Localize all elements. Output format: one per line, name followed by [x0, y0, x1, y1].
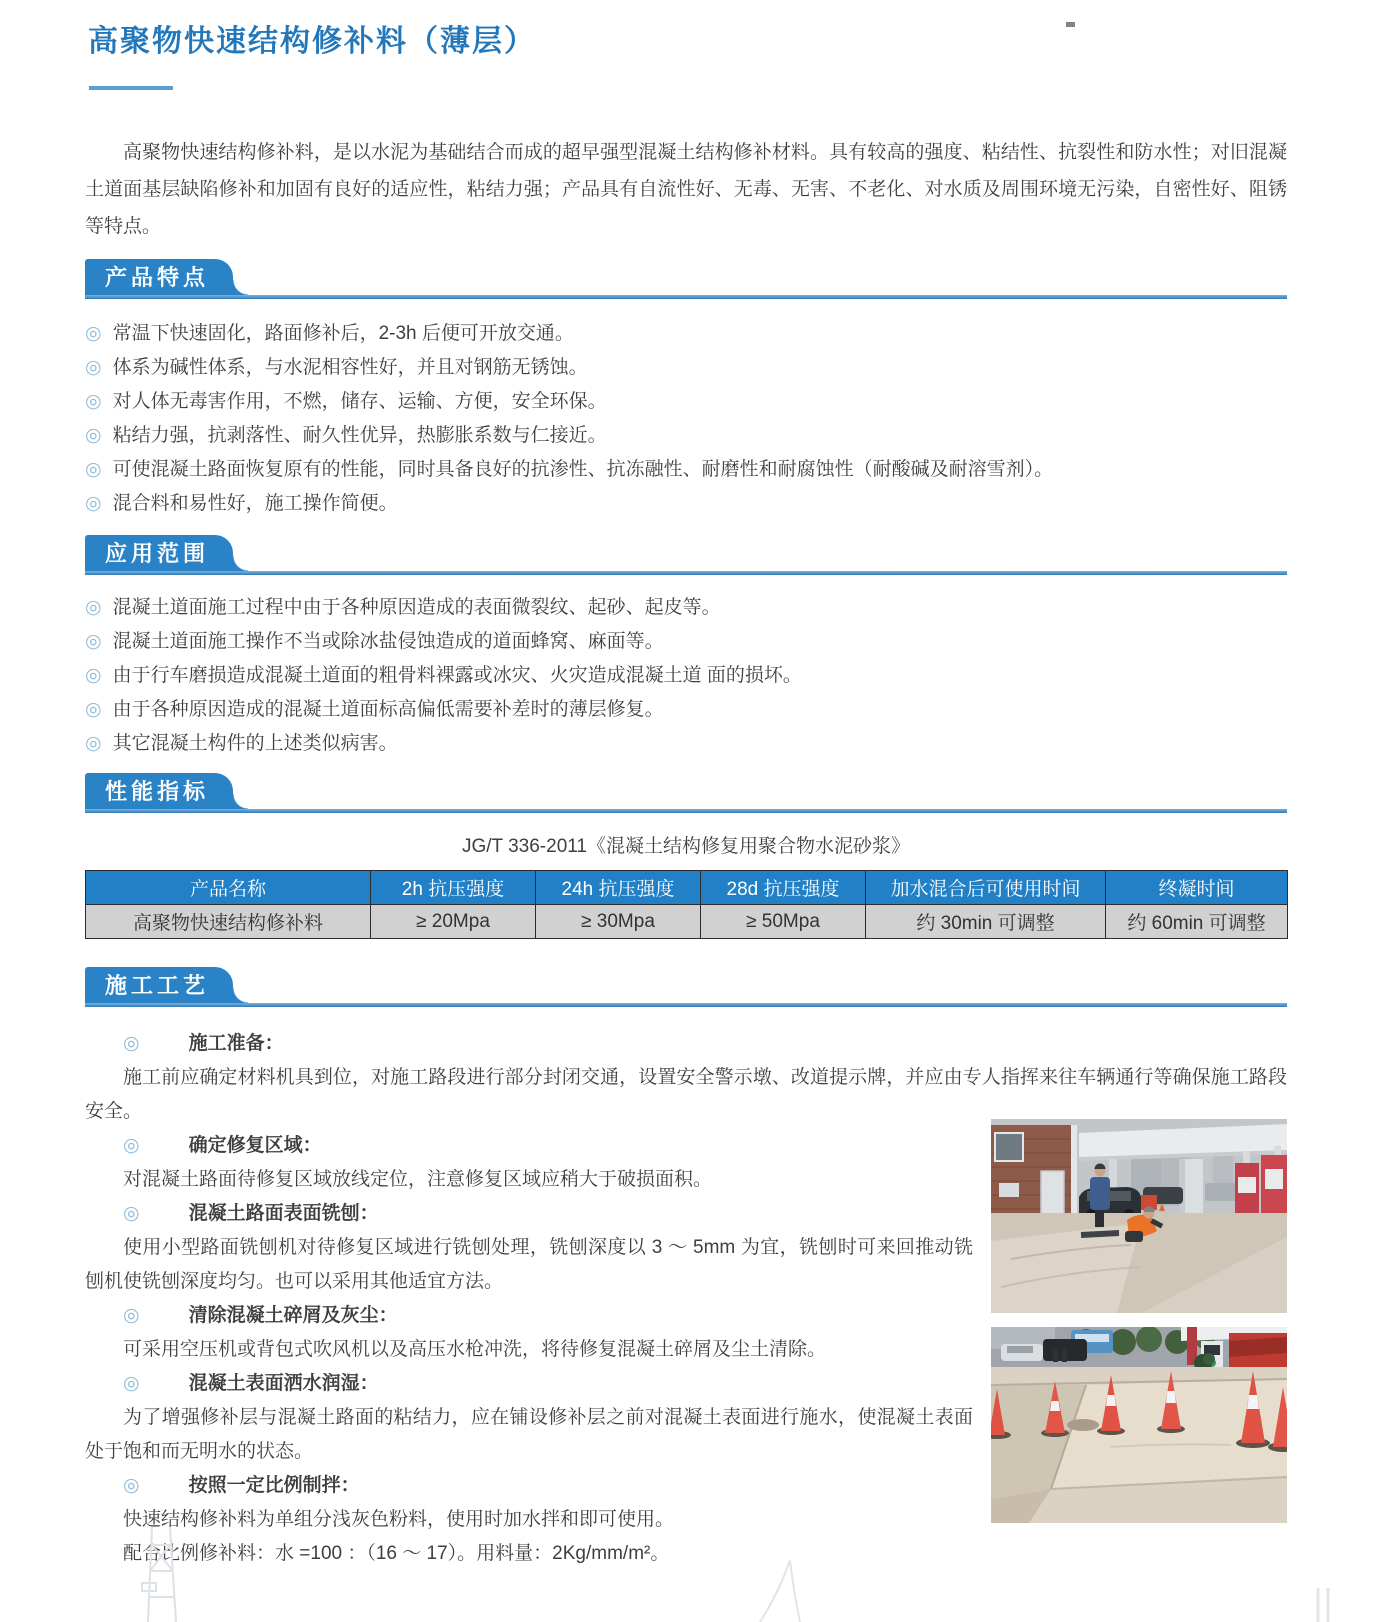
step-label-text: 混凝土表面洒水润湿： [188, 1373, 379, 1394]
table-col-header: 终凝时间 [1106, 871, 1288, 905]
step-text: 为了增强修补层与混凝土路面的粘结力，应在铺设修补层之前对混凝土表面进行施水，使混凝土表面处于饱和而无明水的状态。 [85, 1407, 973, 1462]
step-text: 配合比例修补料：水 =100 ：（16 ～ 17）。用料量：2Kg/mm/m²。 [123, 1543, 670, 1564]
list-item-text: 常温下快速固化，路面修补后，2-3h 后便可开放交通。 [112, 323, 574, 344]
table-col-header: 24h 抗压强度 [536, 871, 701, 905]
step-label-text: 确定修复区域： [188, 1135, 322, 1156]
list-item [85, 629, 1287, 655]
table-cell: ≥ 20Mpa [371, 905, 536, 939]
table-cell: 约 60min 可调整 [1106, 905, 1288, 939]
section-tab-features [85, 259, 233, 295]
bullseye-bullet-icon: ◎ [123, 1305, 140, 1326]
list-item-text: 由于行车磨损造成混凝土道面的粗骨料裸露或冰灾、火灾造成混凝土道 面的损坏。 [112, 665, 802, 686]
bullseye-bullet-icon: ◎ [85, 391, 102, 412]
bullseye-bullet-icon: ◎ [85, 631, 102, 652]
list-item [85, 457, 1287, 483]
bullseye-bullet-icon: ◎ [85, 699, 102, 720]
bullseye-bullet-icon: ◎ [85, 323, 102, 344]
step-label-text: 清除混凝土碎屑及灰尘： [188, 1305, 398, 1326]
section-rule [85, 809, 1287, 813]
table-cell: 高聚物快速结构修补料 [86, 905, 371, 939]
list-item-text: 由于各种原因造成的混凝土道面标高偏低需要补差时的薄层修复。 [112, 699, 664, 720]
list-item-text: 可使混凝土路面恢复原有的性能，同时具备良好的抗渗性、抗冻融性、耐磨性和耐腐蚀性（耐酸碱及耐溶雪剂）。 [112, 459, 1054, 480]
section-applications [85, 535, 1287, 757]
bullseye-bullet-icon: ◎ [85, 597, 102, 618]
list-item-text: 粘结力强，抗剥落性、耐久性优异，热膨胀系数与仁接近。 [112, 425, 607, 446]
list-item-text: 混凝土道面施工操作不当或除冰盐侵蚀造成的道面蜂窝、麻面等。 [112, 631, 664, 652]
table-header-row [86, 871, 1288, 905]
list-item-text: 对人体无毒害作用，不燃，储存、运输、方便，安全环保。 [112, 391, 607, 412]
photo-repaired-pavement-cones [991, 1327, 1287, 1523]
section-tab-label: 施工工艺 [105, 973, 210, 998]
bullseye-bullet-icon: ◎ [85, 733, 102, 754]
section-process [85, 967, 1287, 1571]
step-label-text: 施工准备： [188, 1033, 284, 1054]
features-list [85, 321, 1287, 517]
section-rule [85, 1003, 1287, 1007]
section-rule [85, 295, 1287, 299]
table-row [86, 905, 1288, 939]
bullseye-bullet-icon: ◎ [85, 493, 102, 514]
section-tab-label: 性能指标 [105, 779, 210, 804]
section-tab-applications [85, 535, 233, 571]
photo-repair-work-site [991, 1119, 1287, 1313]
section-tab-label: 产品特点 [105, 265, 210, 290]
bullseye-bullet-icon: ◎ [123, 1475, 140, 1496]
section-tab-label: 应用范围 [105, 541, 210, 566]
bullseye-bullet-icon: ◎ [123, 1033, 140, 1054]
step-text: 对混凝土路面待修复区域放线定位，注意修复区域应稍大于破损面积。 [123, 1169, 713, 1190]
list-item-text: 体系为碱性体系，与水泥相容性好，并且对钢筋无锈蚀。 [112, 357, 588, 378]
page-edge-fragment [1066, 22, 1075, 27]
intro-paragraph: 高聚物快速结构修补料，是以水泥为基础结合而成的超早强型混凝土结构修补材料。具有较高的强度、粘结性、抗裂性和防水性；对旧混凝土道面基层缺陷修补和加固有良好的适应性，粘结力强；产品具有自流性好、无毒、无害、不老化、对水质及周围环境无污染，自密性好、阻锈等特点。 [85, 142, 1287, 237]
bullseye-bullet-icon: ◎ [85, 425, 102, 446]
watermark-lines-sketch [1314, 1588, 1334, 1622]
table-cell: ≥ 30Mpa [536, 905, 701, 939]
section-header [85, 773, 1287, 813]
list-item [85, 663, 1287, 689]
list-item [85, 731, 1287, 757]
bullseye-bullet-icon: ◎ [123, 1203, 140, 1224]
process-step [85, 1027, 1287, 1129]
section-header [85, 259, 1287, 299]
table-col-header: 加水混合后可使用时间 [866, 871, 1106, 905]
list-item [85, 595, 1287, 621]
standard-reference: JG/T 336-2011《混凝土结构修复用聚合物水泥砂浆》 [462, 836, 910, 857]
table-cell: 约 30min 可调整 [866, 905, 1106, 939]
bullseye-bullet-icon: ◎ [123, 1135, 140, 1156]
list-item [85, 321, 1287, 347]
list-item [85, 423, 1287, 449]
bullseye-bullet-icon: ◎ [123, 1373, 140, 1394]
section-features [85, 259, 1287, 517]
table-col-header: 2h 抗压强度 [371, 871, 536, 905]
bullseye-bullet-icon: ◎ [85, 357, 102, 378]
step-text: 使用小型路面铣刨机对待修复区域进行铣刨处理，铣刨深度以 3 ～ 5mm 为宜，铣刨时可来回推动铣刨机使铣刨深度均匀。也可以采用其他适宜方法。 [85, 1237, 973, 1292]
list-item [85, 697, 1287, 723]
step-text: 施工前应确定材料机具到位，对施工路段进行部分封闭交通，设置安全警示墩、改道提示牌，并应由专人指挥来往车辆通行等确保施工路段安全。 [85, 1067, 1287, 1122]
brochure-page [0, 22, 1384, 1622]
process-photos [991, 1119, 1287, 1523]
section-header [85, 535, 1287, 575]
section-header [85, 967, 1287, 1007]
section-tab-performance [85, 773, 233, 809]
step-label-text: 混凝土路面表面铣刨： [188, 1203, 379, 1224]
step-text: 快速结构修补料为单组分浅灰色粉料，使用时加水拌和即可使用。 [123, 1509, 675, 1530]
list-item [85, 491, 1287, 517]
list-item-text: 混合料和易性好，施工操作简便。 [112, 493, 398, 514]
bullseye-bullet-icon: ◎ [85, 459, 102, 480]
step-label-text: 按照一定比例制拌： [188, 1475, 360, 1496]
bullseye-bullet-icon: ◎ [85, 665, 102, 686]
process-body [85, 1027, 1287, 1571]
list-item-text: 混凝土道面施工过程中由于各种原因造成的表面微裂纹、起砂、起皮等。 [112, 597, 721, 618]
section-performance [85, 773, 1287, 939]
list-item [85, 355, 1287, 381]
performance-table [85, 870, 1288, 939]
table-col-header: 28d 抗压强度 [701, 871, 866, 905]
table-cell: ≥ 50Mpa [701, 905, 866, 939]
step-text: 可采用空压机或背包式吹风机以及高压水枪冲洗，将待修复混凝土碎屑及尘土清除。 [123, 1339, 827, 1360]
photo-repair-work-site-scene [991, 1119, 1287, 1313]
page-title: 高聚物快速结构修补料（薄层） [88, 25, 536, 58]
section-rule [85, 571, 1287, 575]
photo-repaired-pavement-scene [991, 1327, 1287, 1523]
list-item-text: 其它混凝土构件的上述类似病害。 [112, 733, 398, 754]
table-col-header: 产品名称 [86, 871, 371, 905]
list-item [85, 389, 1287, 415]
applications-list [85, 595, 1287, 757]
title-underline [89, 86, 173, 90]
section-tab-process [85, 967, 233, 1003]
